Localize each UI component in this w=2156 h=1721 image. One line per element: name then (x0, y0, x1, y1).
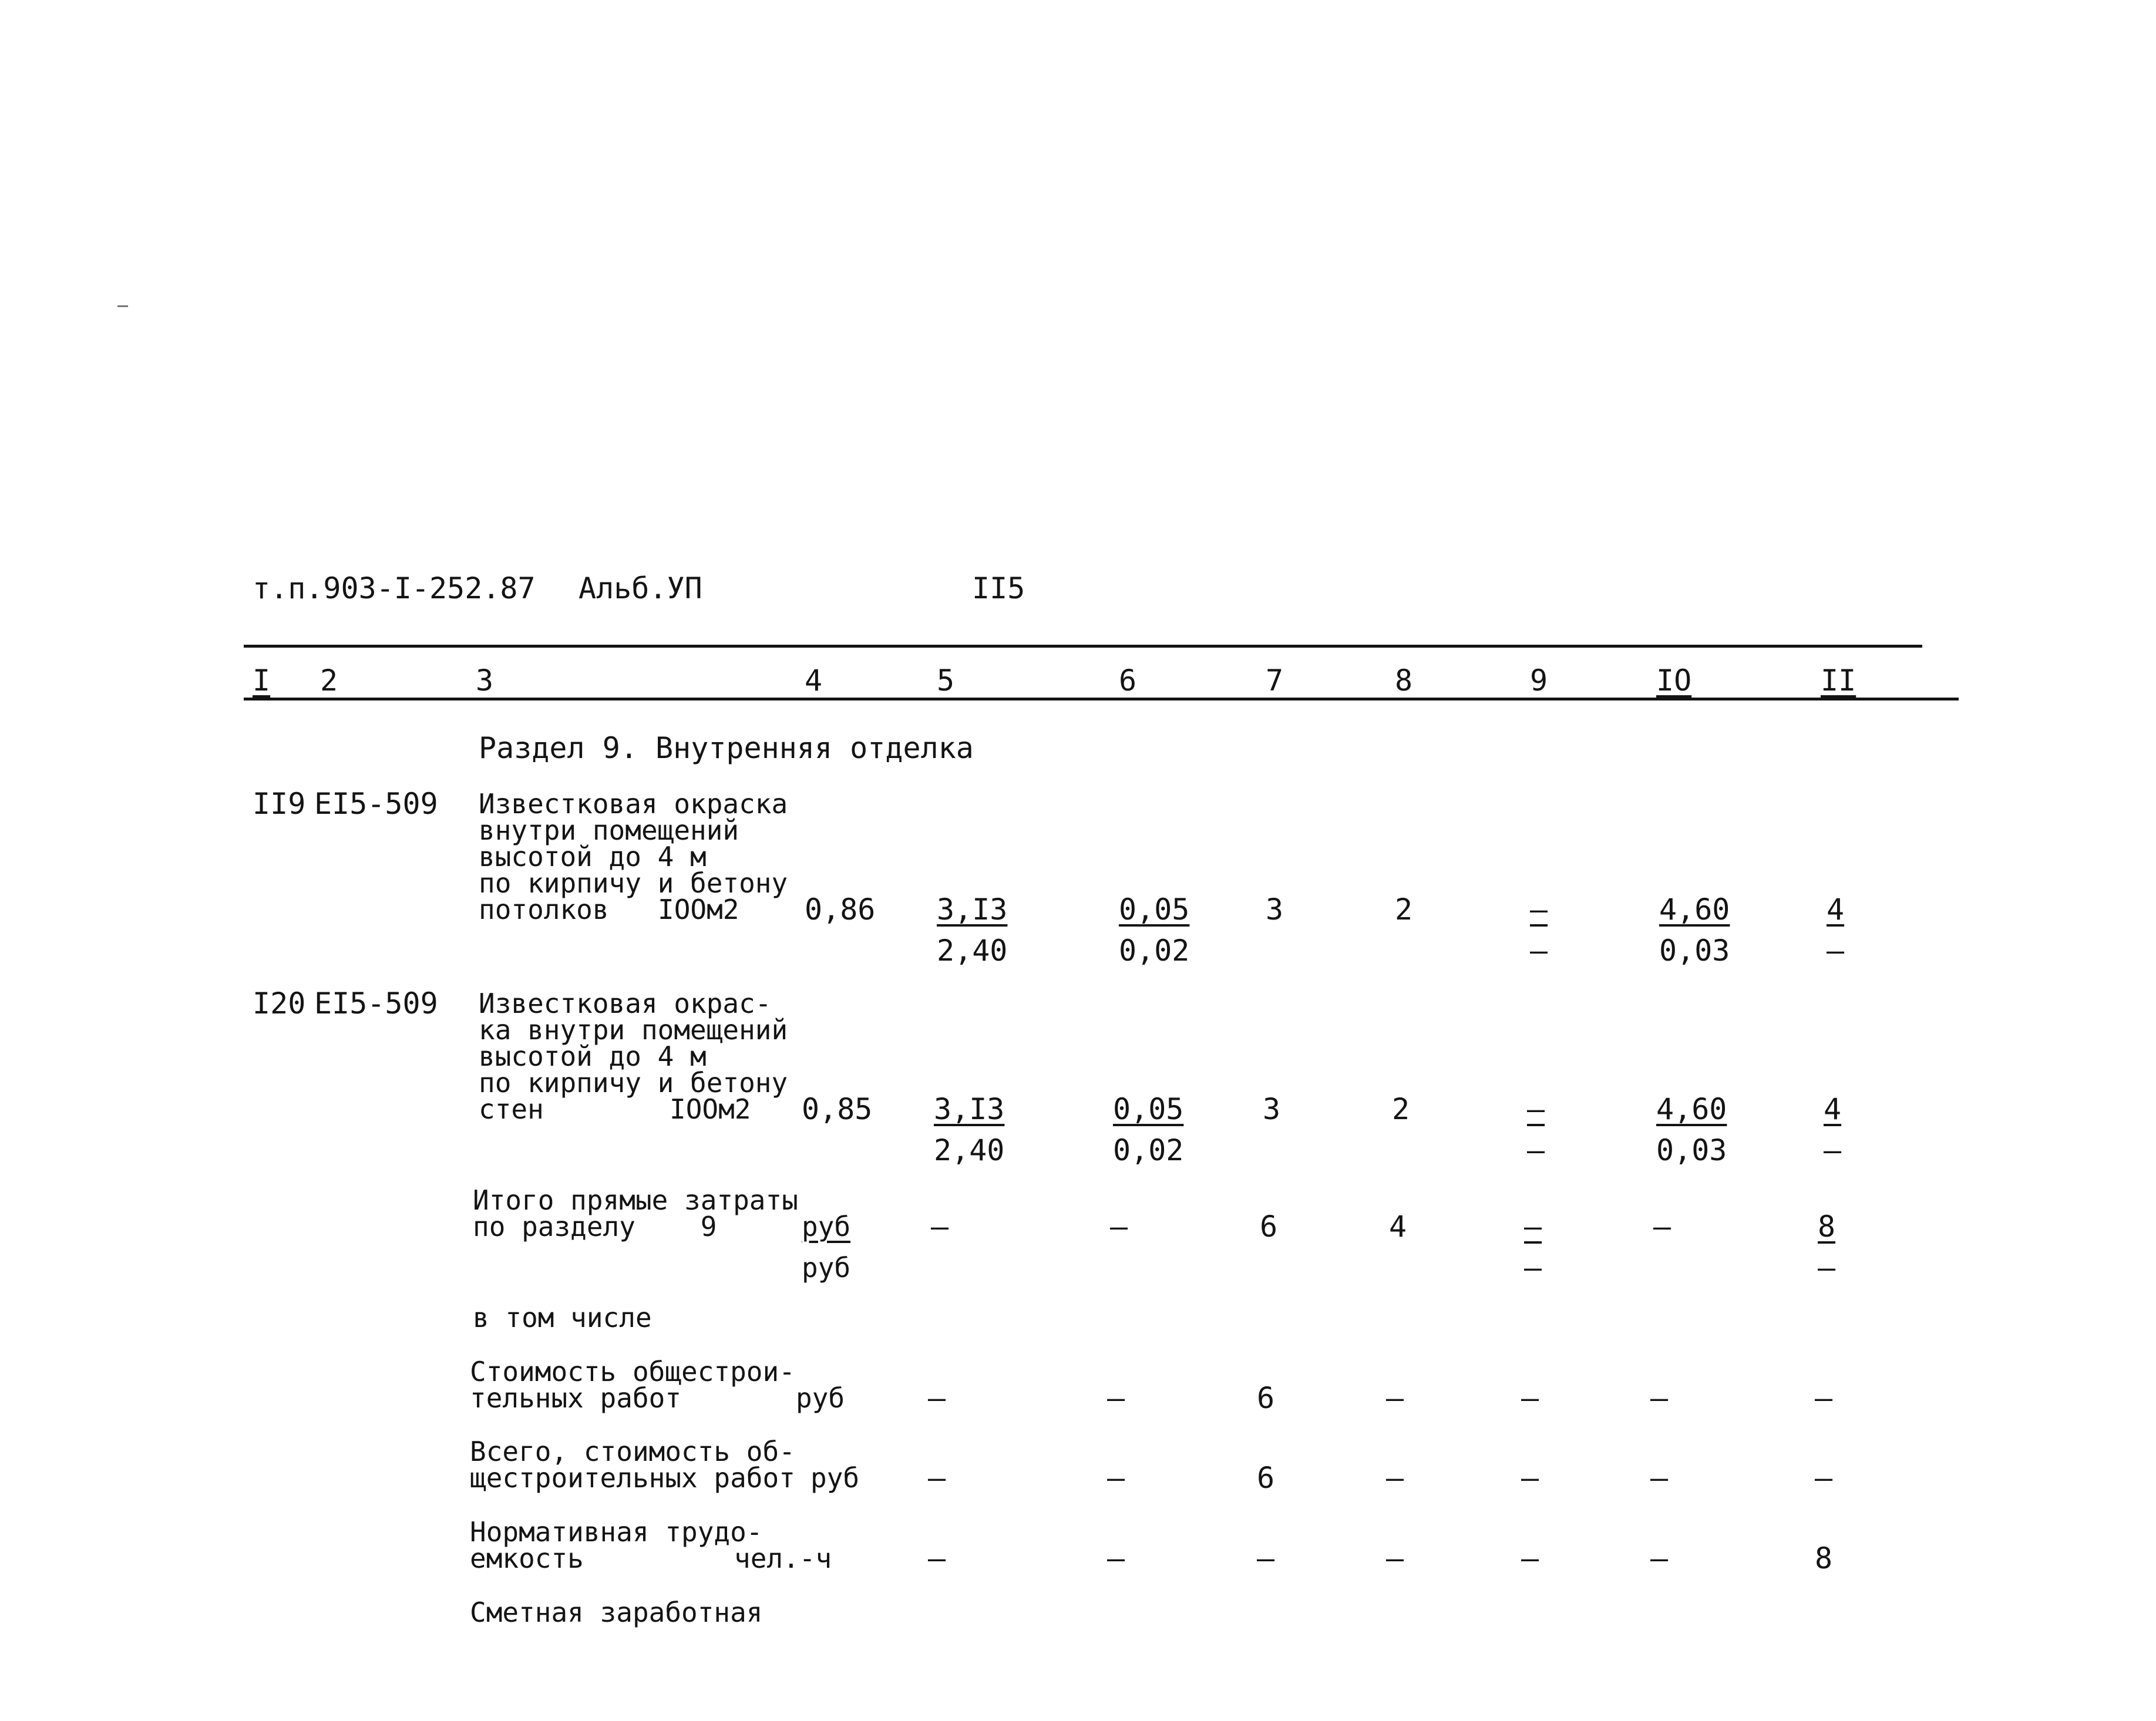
all-general-works-c11: – (1815, 1461, 1833, 1495)
row-c10-top: 4,60 (1659, 893, 1730, 927)
total-desc-line: Итого прямые затраты (473, 1184, 798, 1216)
all-general-works-c6: – (1107, 1461, 1125, 1495)
row-desc-line: потолков (479, 894, 609, 925)
row-c7: 3 (1266, 893, 1284, 927)
general-works-c7: 6 (1257, 1381, 1275, 1415)
row-unit: IOOм2 (658, 894, 739, 925)
including-label: в том числе (473, 1302, 652, 1333)
all-general-works-c7: 6 (1257, 1461, 1275, 1495)
col-header-3: 3 (476, 664, 494, 698)
labor-desc: емкость (470, 1542, 584, 1574)
section-title: Раздел 9. Внутренняя отделка (479, 731, 974, 765)
row-c6-top: 0,05 (1113, 1092, 1184, 1126)
album-label: Альб.УП (578, 571, 702, 605)
row-desc-line: ка внутри помещений (479, 1014, 788, 1046)
row-qty: 0,86 (805, 893, 876, 927)
general-works-c8: – (1386, 1381, 1404, 1415)
labor-c11: 8 (1815, 1541, 1833, 1575)
header-rule (244, 698, 1959, 700)
total-c8: 4 (1389, 1210, 1407, 1244)
row-code: EI5-509 (314, 986, 438, 1021)
labor-c5: – (928, 1541, 946, 1575)
general-works-c6: – (1107, 1381, 1125, 1415)
row-c11-top: 4 (1827, 893, 1845, 927)
top-rule (244, 645, 1922, 648)
row-unit: IOOм2 (670, 1093, 751, 1125)
col-header-9: 9 (1530, 664, 1548, 698)
col-header-1: I (253, 664, 271, 698)
row-number: I20 (253, 986, 306, 1021)
row-c6-bottom: 0,02 (1113, 1133, 1184, 1167)
col-header-10: IO (1656, 664, 1692, 698)
row-c7: 3 (1263, 1092, 1281, 1126)
total-c6: – (1110, 1210, 1128, 1244)
row-c10-top: 4,60 (1656, 1092, 1727, 1126)
row-c5-bottom: 2,40 (937, 934, 1008, 968)
page-number: II5 (972, 571, 1025, 605)
all-general-works-unit: руб (810, 1462, 860, 1494)
general-works-c5: – (928, 1381, 946, 1415)
general-works-desc: Стоимость общестрои- (470, 1356, 795, 1387)
row-c9-top: – (1530, 893, 1548, 927)
all-general-works-c10: – (1650, 1461, 1669, 1495)
row-c11-bottom: – (1824, 1133, 1842, 1167)
labor-desc: Нормативная трудо- (470, 1516, 763, 1548)
row-c5-bottom: 2,40 (934, 1133, 1005, 1167)
row-number: II9 (253, 787, 306, 821)
row-desc-line: высотой до 4 м (479, 841, 707, 873)
all-general-works-c8: – (1386, 1461, 1404, 1495)
col-header-6: 6 (1119, 664, 1137, 698)
col-header-11: II (1821, 664, 1856, 698)
all-general-works-c9: – (1521, 1461, 1539, 1495)
row-c6-top: 0,05 (1119, 893, 1190, 927)
labor-c9: – (1521, 1541, 1539, 1575)
row-c9-bottom: – (1527, 1133, 1545, 1167)
all-general-works-desc: щестроительных работ (470, 1462, 795, 1494)
row-desc-line: Известковая окраска (479, 788, 788, 820)
general-works-c11: – (1815, 1381, 1833, 1415)
total-c11-bottom: – (1818, 1251, 1836, 1285)
row-c5-top: 3,I3 (937, 893, 1008, 927)
wages-label: Сметная заработная (470, 1597, 763, 1628)
labor-c7: – (1257, 1541, 1275, 1575)
total-unit-bottom: руб (802, 1252, 851, 1284)
row-c8: 2 (1395, 893, 1413, 927)
scan-mark (117, 305, 128, 307)
general-works-c10: – (1650, 1381, 1669, 1415)
row-c9-bottom: – (1530, 934, 1548, 968)
total-c9-bottom: – (1524, 1251, 1542, 1285)
row-c10-bottom: 0,03 (1656, 1133, 1727, 1167)
row-desc-line: по кирпичу и бетону (479, 1067, 788, 1099)
total-c10: – (1653, 1210, 1671, 1244)
row-c11-bottom: – (1827, 934, 1845, 968)
general-works-desc: тельных работ (470, 1382, 682, 1414)
row-desc-line: стен (479, 1093, 544, 1125)
row-c10-bottom: 0,03 (1659, 934, 1730, 968)
total-c7: 6 (1260, 1210, 1278, 1244)
doc-number: т.п.903-I-252.87 (253, 571, 536, 605)
col-header-7: 7 (1266, 664, 1284, 698)
total-desc-line: по разделу 9 (473, 1211, 717, 1242)
total-c9-top: – (1524, 1210, 1542, 1244)
general-works-unit: руб (796, 1382, 845, 1414)
row-qty: 0,85 (802, 1092, 873, 1126)
labor-c10: – (1650, 1541, 1669, 1575)
general-works-c9: – (1521, 1381, 1539, 1415)
row-desc-line: высотой до 4 м (479, 1040, 707, 1072)
col-header-5: 5 (937, 664, 955, 698)
row-c9-top: – (1527, 1092, 1545, 1126)
all-general-works-desc: Всего, стоимость об- (470, 1436, 795, 1467)
row-c5-top: 3,I3 (934, 1092, 1005, 1126)
row-c8: 2 (1392, 1092, 1410, 1126)
col-header-4: 4 (805, 664, 823, 698)
row-desc-line: Известковая окрас- (479, 988, 772, 1019)
row-desc-line: по кирпичу и бетону (479, 867, 788, 899)
labor-c6: – (1107, 1541, 1125, 1575)
labor-c8: – (1386, 1541, 1404, 1575)
row-c11-top: 4 (1824, 1092, 1842, 1126)
labor-unit: чел.-ч (734, 1542, 832, 1574)
row-c6-bottom: 0,02 (1119, 934, 1190, 968)
row-code: EI5-509 (314, 787, 438, 821)
total-c11-top: 8 (1818, 1210, 1836, 1244)
all-general-works-c5: – (928, 1461, 946, 1495)
col-header-8: 8 (1395, 664, 1413, 698)
total-unit-top: руб (802, 1211, 851, 1242)
total-c5: – (931, 1210, 949, 1244)
col-header-2: 2 (320, 664, 338, 698)
row-desc-line: внутри помещений (479, 814, 739, 846)
